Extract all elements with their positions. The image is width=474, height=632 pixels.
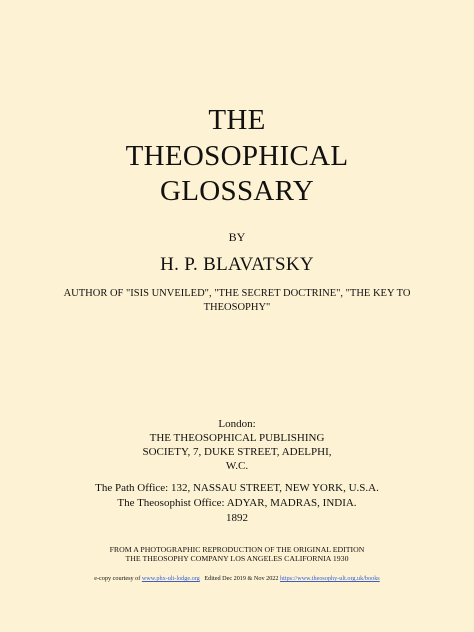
author-name: H. P. BLAVATSKY — [160, 254, 314, 275]
publication-year: 1892 — [226, 512, 248, 524]
publisher-line-1: THE THEOSOPHICAL PUBLISHING — [149, 432, 325, 444]
path-office: The Path Office: 132, NASSAU STREET, NEW YORK, U.S.A. — [95, 482, 379, 494]
theosophist-office: The Theosophist Office: ADYAR, MADRAS, INDIA. — [117, 497, 357, 509]
title-line-1: THE — [208, 104, 266, 136]
title-line-2: THEOSOPHICAL — [125, 140, 349, 172]
publisher-line-3: W.C. — [225, 460, 249, 472]
credit-link-books[interactable]: https://www.theosophy-ult.org.uk/books — [280, 575, 380, 582]
imprint-city: London: — [218, 418, 256, 430]
by-label: BY — [228, 230, 246, 244]
credit-link-lodge[interactable]: www.phx-ult-lodge.org — [141, 575, 200, 582]
author-works-line-2: THEOSOPHY" — [203, 302, 271, 313]
credit-prefix: e-copy courtesy of — [94, 575, 141, 582]
ecopy-credit — [0, 576, 474, 582]
author-works-line-1: AUTHOR OF "ISIS UNVEILED", "THE SECRET DOCTRINE", "THE KEY TO — [63, 288, 411, 299]
title-line-3: GLOSSARY — [160, 175, 314, 207]
reproduction-line-1: FROM A PHOTOGRAPHIC REPRODUCTION OF THE ORIGINAL EDITION — [109, 545, 365, 554]
reproduction-line-2: THE THEOSOPHY COMPANY LOS ANGELES CALIFORNIA 1930 — [125, 554, 349, 563]
credit-edited: Edited Dec 2019 & Nov 2022 — [204, 575, 279, 582]
publisher-line-2: SOCIETY, 7, DUKE STREET, ADELPHI, — [142, 446, 332, 458]
